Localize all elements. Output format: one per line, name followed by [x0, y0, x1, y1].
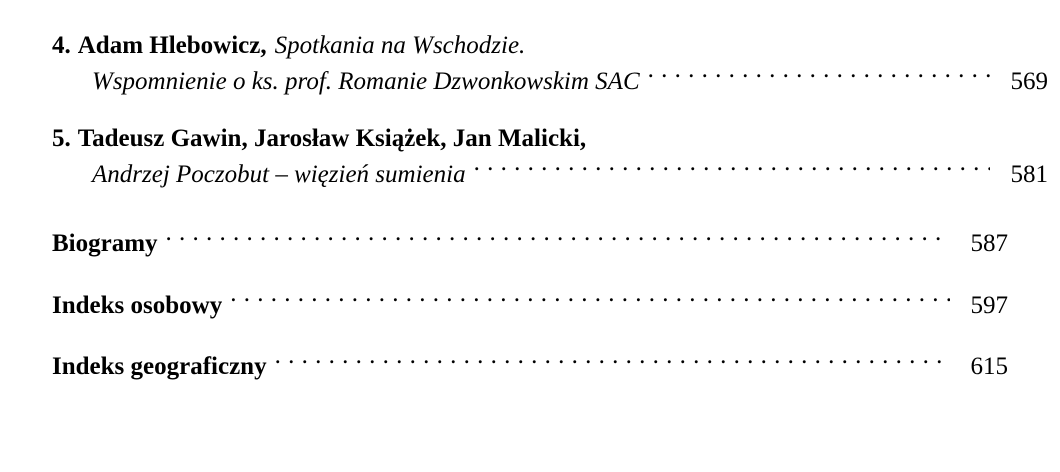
dot-leader	[275, 349, 950, 374]
toc-section-biogramy-page: 587	[970, 230, 1008, 257]
toc-entry-4-line2	[52, 64, 1048, 100]
toc-entry-5-line1	[52, 121, 1008, 157]
toc-entry-4-number: 4.	[52, 32, 71, 59]
dot-leader	[166, 226, 950, 251]
toc-section-indeks-geograficzny	[52, 349, 1008, 385]
toc-entry-4-author: Adam Hlebowicz,	[77, 32, 267, 59]
toc-entry-5-author: Tadeusz Gawin, Jarosław Książek, Jan Malicki,	[77, 125, 587, 152]
dot-leader	[648, 64, 990, 89]
toc-section-indeks-osobowy	[52, 288, 1008, 324]
toc-section-indeks-osobowy-page: 597	[970, 291, 1008, 319]
toc-section-biogramy	[52, 226, 1008, 262]
toc-entry-4-line1	[52, 28, 1008, 64]
toc-entry-5	[52, 121, 1048, 192]
toc-section-indeks-geograficzny-label: Indeks geograficzny	[52, 353, 267, 380]
toc-entry-4	[52, 28, 1048, 99]
toc-entry-4-page: 569	[1010, 67, 1048, 95]
toc-section-biogramy-label: Biogramy	[52, 230, 158, 257]
toc-section-indeks-osobowy-label: Indeks osobowy	[52, 291, 223, 319]
dot-leader	[474, 157, 990, 182]
toc-section-indeks-geograficzny-page: 615	[970, 353, 1008, 380]
toc-entry-4-subtitle: Wspomnienie o ks. prof. Romanie Dzwonkowskim SAC	[92, 67, 640, 95]
dot-leader	[230, 288, 950, 313]
toc-entry-5-page: 581	[1010, 160, 1048, 188]
toc-entry-5-line2	[52, 157, 1048, 193]
toc-entry-5-number: 5.	[52, 125, 71, 152]
toc-entry-5-subtitle: Andrzej Poczobut – więzień sumienia	[92, 160, 466, 188]
toc-list	[52, 28, 1048, 385]
toc-entry-4-title: Spotkania na Wschodzie.	[274, 32, 526, 59]
